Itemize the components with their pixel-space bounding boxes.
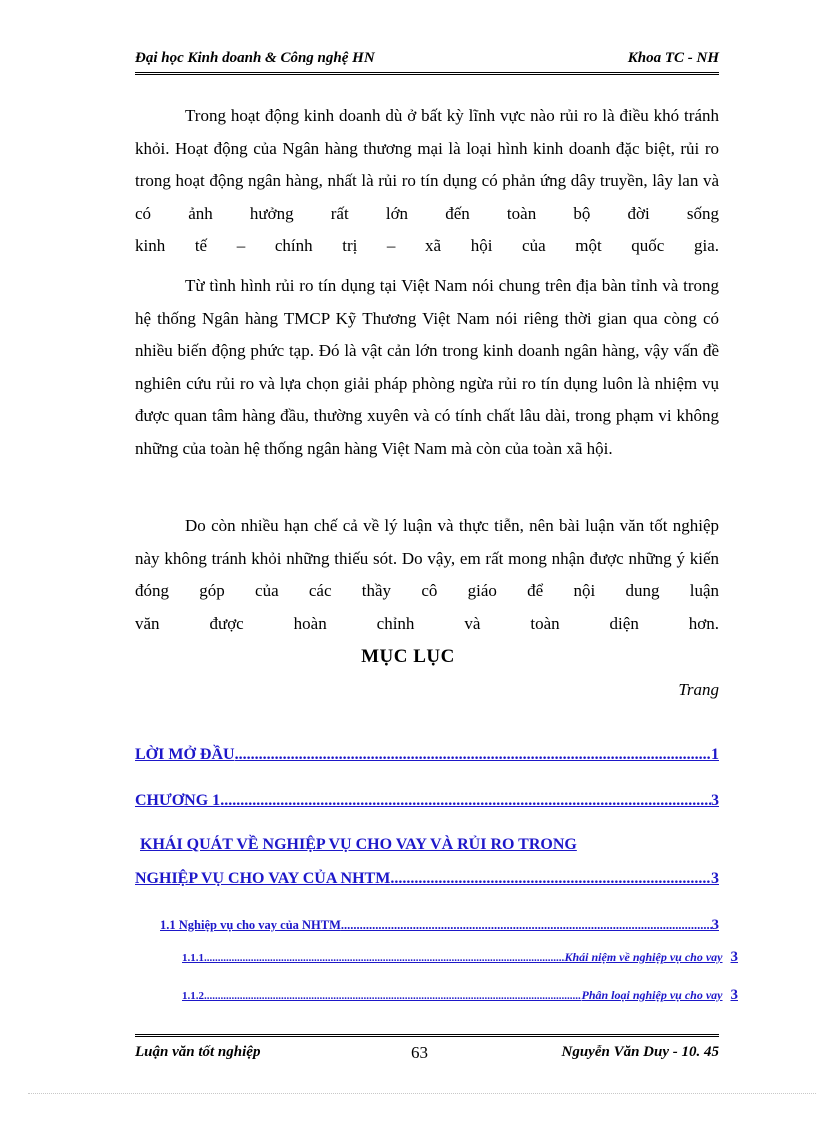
- toc-entry-page: 3: [711, 917, 719, 933]
- toc-entry-title: NGHIỆP VỤ CHO VAY CỦA NHTM: [135, 870, 391, 887]
- toc-entry-title: CHƯƠNG 1: [135, 792, 221, 809]
- toc-leader: [220, 792, 711, 810]
- toc-link-khai-quat[interactable]: [135, 870, 719, 888]
- toc-entry-title: Phân loại nghiệp vụ cho vay: [581, 988, 723, 1002]
- paragraph-3-body: Do còn nhiều hạn chế cả về lý luận và thực tiễn, nên bài luận văn tốt nghiệp này không tránh khỏi những thiếu sót. Do vậy, em rất mong nhận được những ý kiến đóng góp của các thầy cô giáo để nội dung luận: [135, 516, 719, 600]
- page-edge-divider: [28, 1093, 816, 1094]
- toc-link-1-1-2[interactable]: [182, 987, 738, 1004]
- paragraph-1-body: Trong hoạt động kinh doanh dù ở bất kỳ lĩnh vực nào rủi ro là điều khó tránh khỏi. Hoạt động của Ngân hàng thương mại là loại hình kinh doanh đặc biệt, rủi ro trong hoạt động ngân hàng, nhất là rủi ro tín dụng có phản ứng dây truyền, lây lan và có ảnh hưởng rất lớn đến toàn bộ đời sống: [135, 106, 719, 223]
- toc-link-1-1-1[interactable]: [182, 949, 738, 966]
- toc-title: MỤC LỤC: [361, 646, 455, 667]
- page-header: [135, 46, 719, 75]
- toc-leader: [235, 746, 711, 764]
- toc-entry-title: 1.1 Nghiệp vụ cho vay của NHTM: [160, 918, 341, 932]
- toc-entry-page: 1: [711, 746, 719, 763]
- page-footer: [135, 1034, 719, 1065]
- toc-entry-page: 3: [730, 949, 738, 965]
- toc-entry-title: LỜI MỞ ĐẦU: [135, 746, 235, 763]
- paragraph-3: [135, 510, 719, 640]
- paragraph-2-body: Từ tình hình rủi ro tín dụng tại Việt Nam nói chung trên địa bàn tỉnh và trong hệ thống Ngân hàng TMCP Kỹ Thương Việt Nam nói riêng thời gian qua còng có nhiều biến động phức tạp. Đó là vật cản lớn trong kinh doanh ngân hàng, vậy vấn đề nghiên cứu rủi ro và lựa chọn giải pháp phòng ngừa rủi ro tín dụng luôn là nhiệm vụ được quan tâm hàng đầu, thường xuyên và có tính chất lâu dài, trong phạm vi không những của toàn hệ thống ngân hàng Việt Nam mà còn của toàn xã hội.: [135, 276, 719, 458]
- paragraph-1: [135, 100, 719, 263]
- toc-entry-number: 1.1.1: [182, 952, 204, 964]
- header-university: Đại học Kinh doanh & Công nghệ HN: [135, 50, 375, 66]
- footer-author: Nguyễn Văn Duy - 10. 45: [561, 1044, 719, 1060]
- toc-leader: [204, 990, 581, 1002]
- toc-entry-page: 3: [730, 987, 738, 1003]
- header-faculty: Khoa TC - NH: [627, 50, 719, 66]
- toc-entry-number: 1.1.2: [182, 990, 204, 1002]
- footer-thesis-label: Luận văn tốt nghiệp: [135, 1044, 261, 1060]
- toc-page-label: Trang: [678, 680, 719, 699]
- toc-entry-page: 3: [711, 792, 719, 809]
- paragraph-3-last-line: văn được hoàn chỉnh và toàn diện hơn.: [135, 613, 719, 633]
- toc-entry-page: 3: [711, 870, 719, 887]
- toc-leader: [204, 952, 565, 964]
- paragraph-2: [135, 270, 719, 465]
- paragraph-1-last-line: kinh tế – chính trị – xã hội của một quốc gia.: [135, 236, 719, 255]
- toc-link-khai-quat-line1[interactable]: KHÁI QUÁT VỀ NGHIỆP VỤ CHO VAY VÀ RỦI RO TRONG: [140, 836, 577, 853]
- toc-link-chuong-1[interactable]: [135, 792, 719, 810]
- toc-leader: [390, 870, 711, 888]
- toc-leader: [341, 918, 712, 933]
- toc-link-loi-mo-dau[interactable]: [135, 746, 719, 764]
- toc-link-1-1[interactable]: [160, 917, 719, 934]
- toc-entry-title: Khái niệm về nghiệp vụ cho vay: [564, 950, 723, 964]
- footer-page-number: 63: [411, 1043, 428, 1062]
